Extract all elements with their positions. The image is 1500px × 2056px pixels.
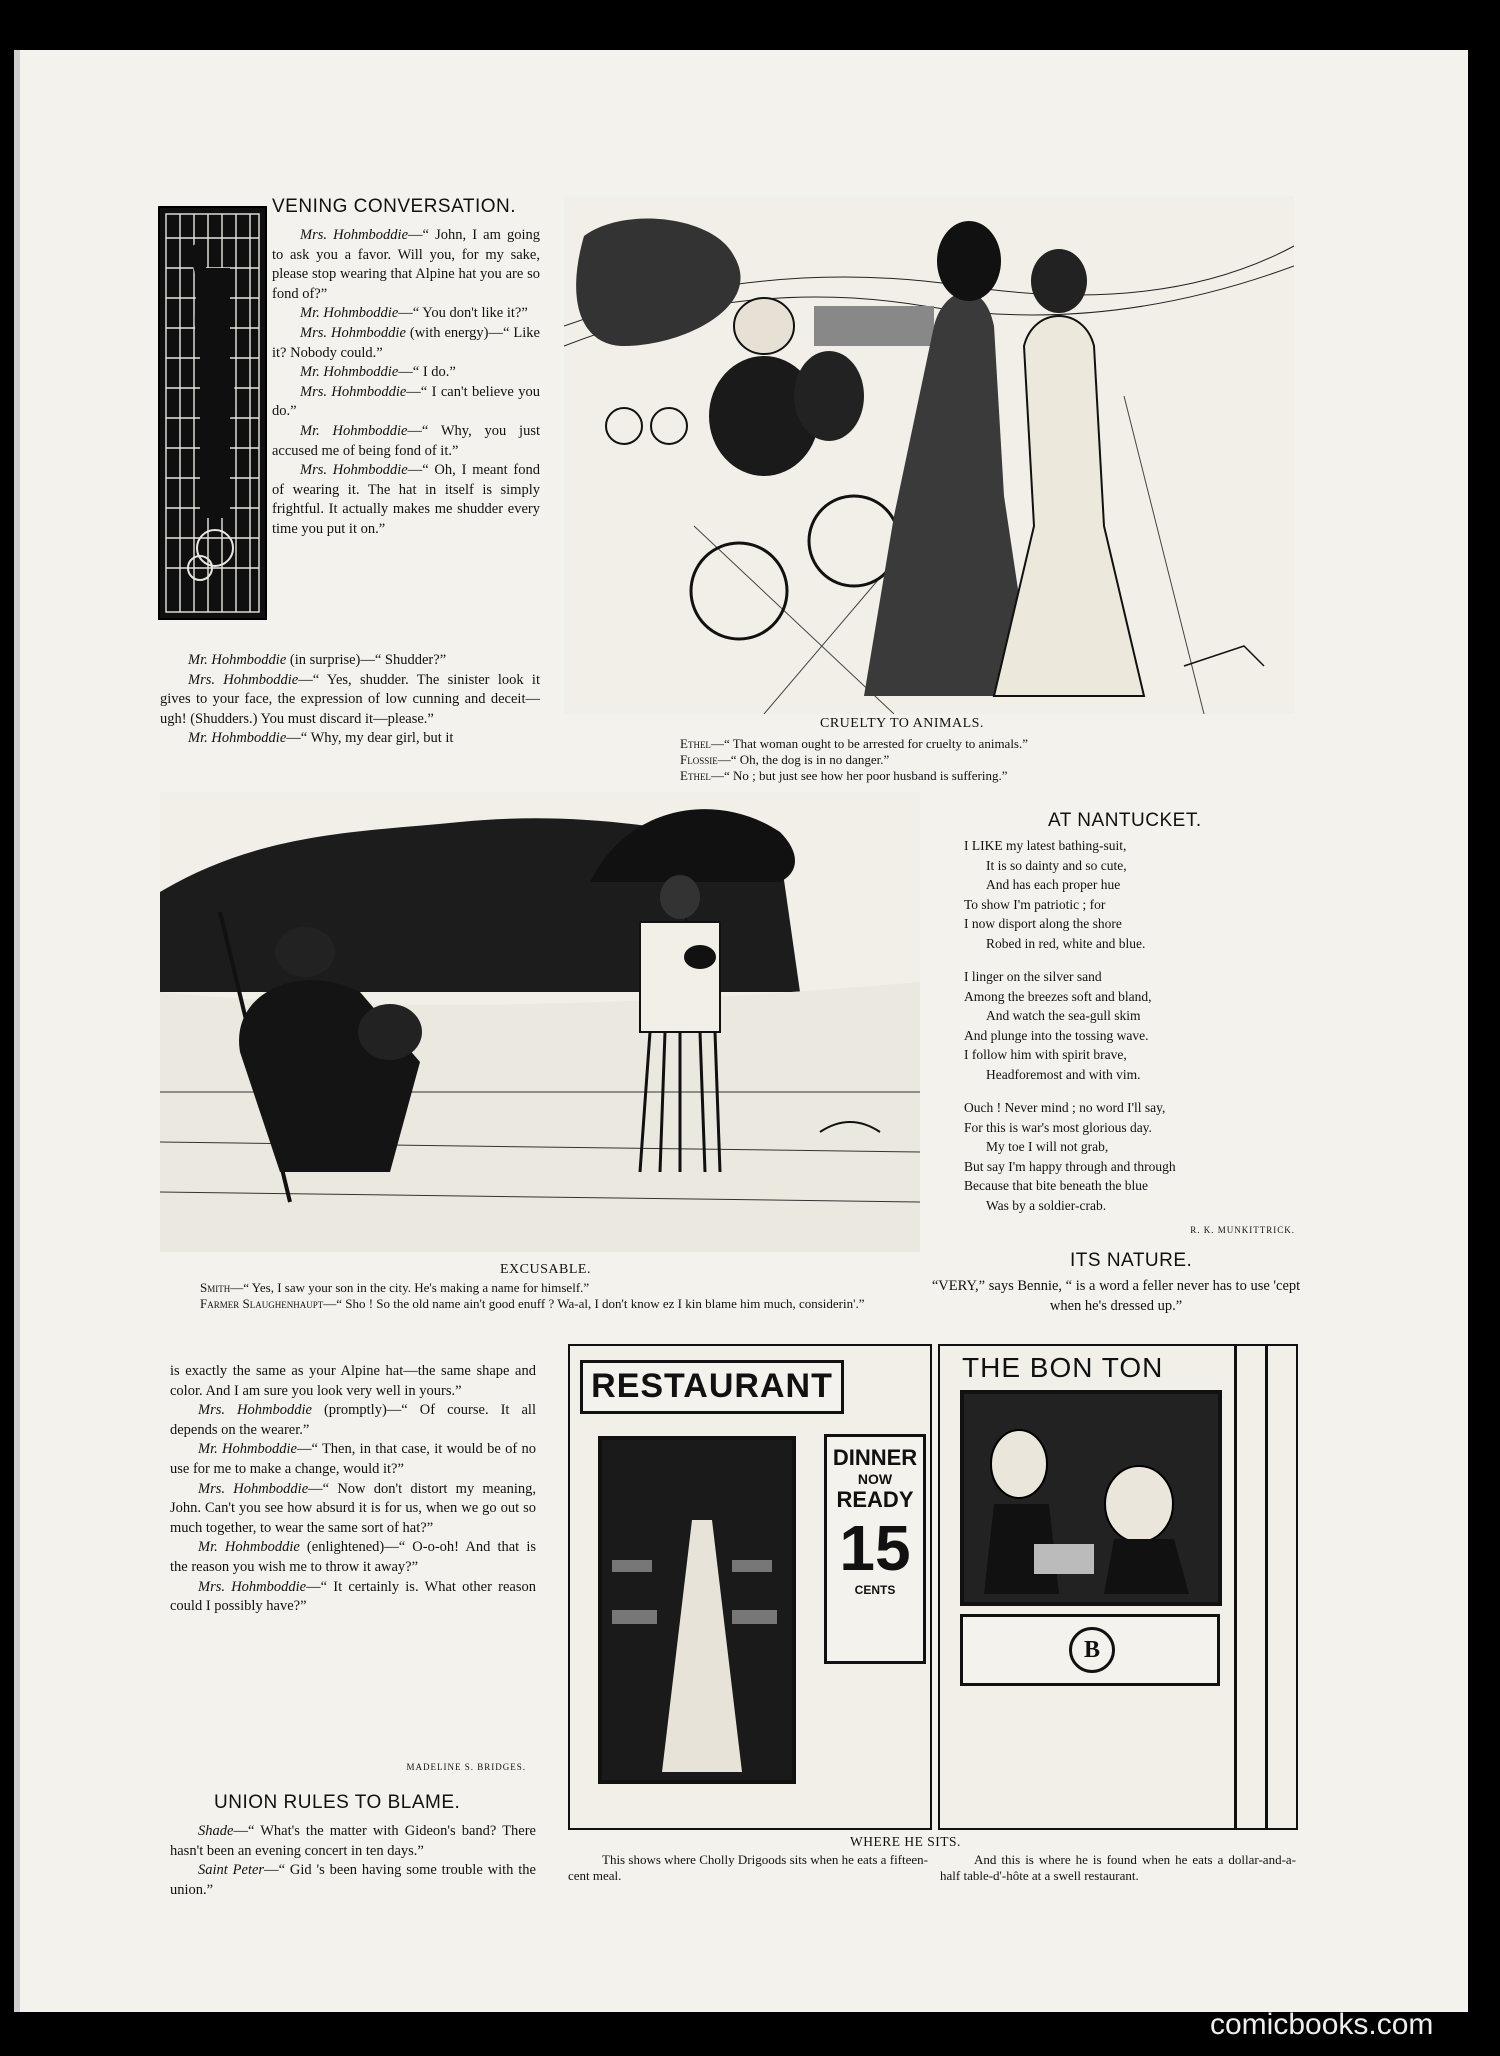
- watermark: comicbooks.com: [1210, 2008, 1434, 2041]
- wheresits-right-caption: And this is where he is found when he eats a dollar-and-a-half table-d'-hôte at a swell restaurant.: [940, 1852, 1296, 1883]
- union-title: UNION RULES TO BLAME.: [214, 1792, 461, 1813]
- restaurant-doorway: [598, 1436, 796, 1784]
- evening-body-wide: Mr. Hohmboddie (in surprise)—“ Shudder?” Mrs. Hohmboddie—“ Yes, shudder. The sinister look it gives to your face, the expression of low cunning and deceit—ugh! (Shudders.) You must discard it—please.” Mr. Hohmboddie—“ Why, my dear girl, but it: [160, 652, 540, 747]
- bon-ton-panel: [938, 1344, 1298, 1830]
- excusable-title: EXCUSABLE.: [500, 1262, 591, 1277]
- drop-cap-e-ornament: [158, 206, 267, 620]
- evening-heading: VENING CONVERSATION.: [272, 196, 517, 217]
- dinner-price-sign: DINNER NOW READY 15 CENTS: [824, 1434, 926, 1664]
- restaurant-panel: [568, 1344, 932, 1830]
- nantucket-poem: I LIKE my latest bathing-suit, It is so dainty and so cute, And has each proper hue To show I'm patriotic ; for I now disport along the shore Robed in red, white and blue. I linger on the silver sand Among the breezes soft and bland, And watch the sea-gull skim And plunge into the tossing wave. I follow him with spirit brave, Headforemost and with vim. Ouch ! Never mind ; no word I'll say, For this is war's most glorious day. My toe I will not grab, But say I'm happy through and through Because that bite beneath the blue Was by a soldier-crab.: [964, 838, 1176, 1213]
- farmer-illustration: [160, 792, 920, 1252]
- bon-ton-monogram-panel: [960, 1614, 1220, 1686]
- cruelty-caption: Ethel—“ That woman ought to be arrested for cruelty to animals.” Flossie—“ Oh, the dog is in no danger.” Ethel—“ No ; but just see how her poor husband is suffering.”: [680, 736, 1029, 783]
- nantucket-author: R. K. MUNKITTRICK.: [1190, 1225, 1295, 1235]
- wheresits-title: WHERE HE SITS.: [850, 1834, 961, 1849]
- wheresits-left-caption: This shows where Cholly Drigoods sits when he eats a fifteen-cent meal.: [568, 1852, 928, 1883]
- evening-body-narrow: Mrs. Hohmboddie—“ John, I am going to ask you a favor. Will you, for my sake, please stop wearing that Alpine hat you are so fond of?” Mr. Hohmboddie—“ You don't like it?” Mrs. Hohmboddie (with energy)—“ Like it? Nobody could.” Mr. Hohmboddie—“ I do.” Mrs. Hohmboddie—“ I can't believe you do.” Mr. Hohmboddie—“ Why, you just accused me of being fond of it.” Mrs. Hohmboddie—“ Oh, I meant fond of wearing it. The hat in itself is simply frightful. It actually makes me shudder every time you put it on.”: [272, 227, 540, 537]
- bon-ton-column: [1234, 1346, 1268, 1828]
- cruelty-title: CRUELTY TO ANIMALS.: [820, 716, 984, 731]
- nature-title: ITS NATURE.: [1070, 1250, 1193, 1271]
- bon-ton-window: [960, 1390, 1222, 1606]
- excusable-caption: Smith—“ Yes, I saw your son in the city. He's making a name for himself.” Farmer Slaughenhaupt—“ Sho ! So the old name ain't good enuff ? Wa-al, I don't know ez I kin blame him much, considerin'.”: [200, 1280, 865, 1311]
- nantucket-title: AT NANTUCKET.: [1048, 810, 1202, 831]
- evening-continued: is exactly the same as your Alpine hat—the same shape and color. And I am sure you look very well in yours.” Mrs. Hohmboddie (promptly)—“ Of course. It all depends on the wearer.” Mr. Hohmboddie—“ Then, in that case, it would be of no use for me to make a change, would it?” Mrs. Hohmboddie—“ Now don't distort my meaning, John. Can't you see how absurd it is for us, when we go out so much together, to wear the same sort of hat?” Mr. Hohmboddie (enlightened)—“ O-o-oh! And that is the reason you wish me to throw it away?” Mrs. Hohmboddie—“ It certainly is. What other reason could I possibly have?”: [170, 1363, 537, 1615]
- union-body: Shade—“ What's the matter with Gideon's band? There hasn't been an evening concert in ten days.” Saint Peter—“ Gid 's been having some trouble with the union.”: [170, 1823, 536, 1898]
- nature-text: “VERY,” says Bennie, “ is a word a feller never has to use 'cept when he's dressed up.”: [931, 1278, 1301, 1314]
- monogram-b: B: [1069, 1627, 1115, 1673]
- evening-author: MADELINE S. BRIDGES.: [406, 1762, 526, 1772]
- bon-ton-sign: THE BON TON: [962, 1352, 1164, 1383]
- cycling-illustration: [564, 196, 1294, 714]
- restaurant-sign: RESTAURANT: [580, 1360, 844, 1414]
